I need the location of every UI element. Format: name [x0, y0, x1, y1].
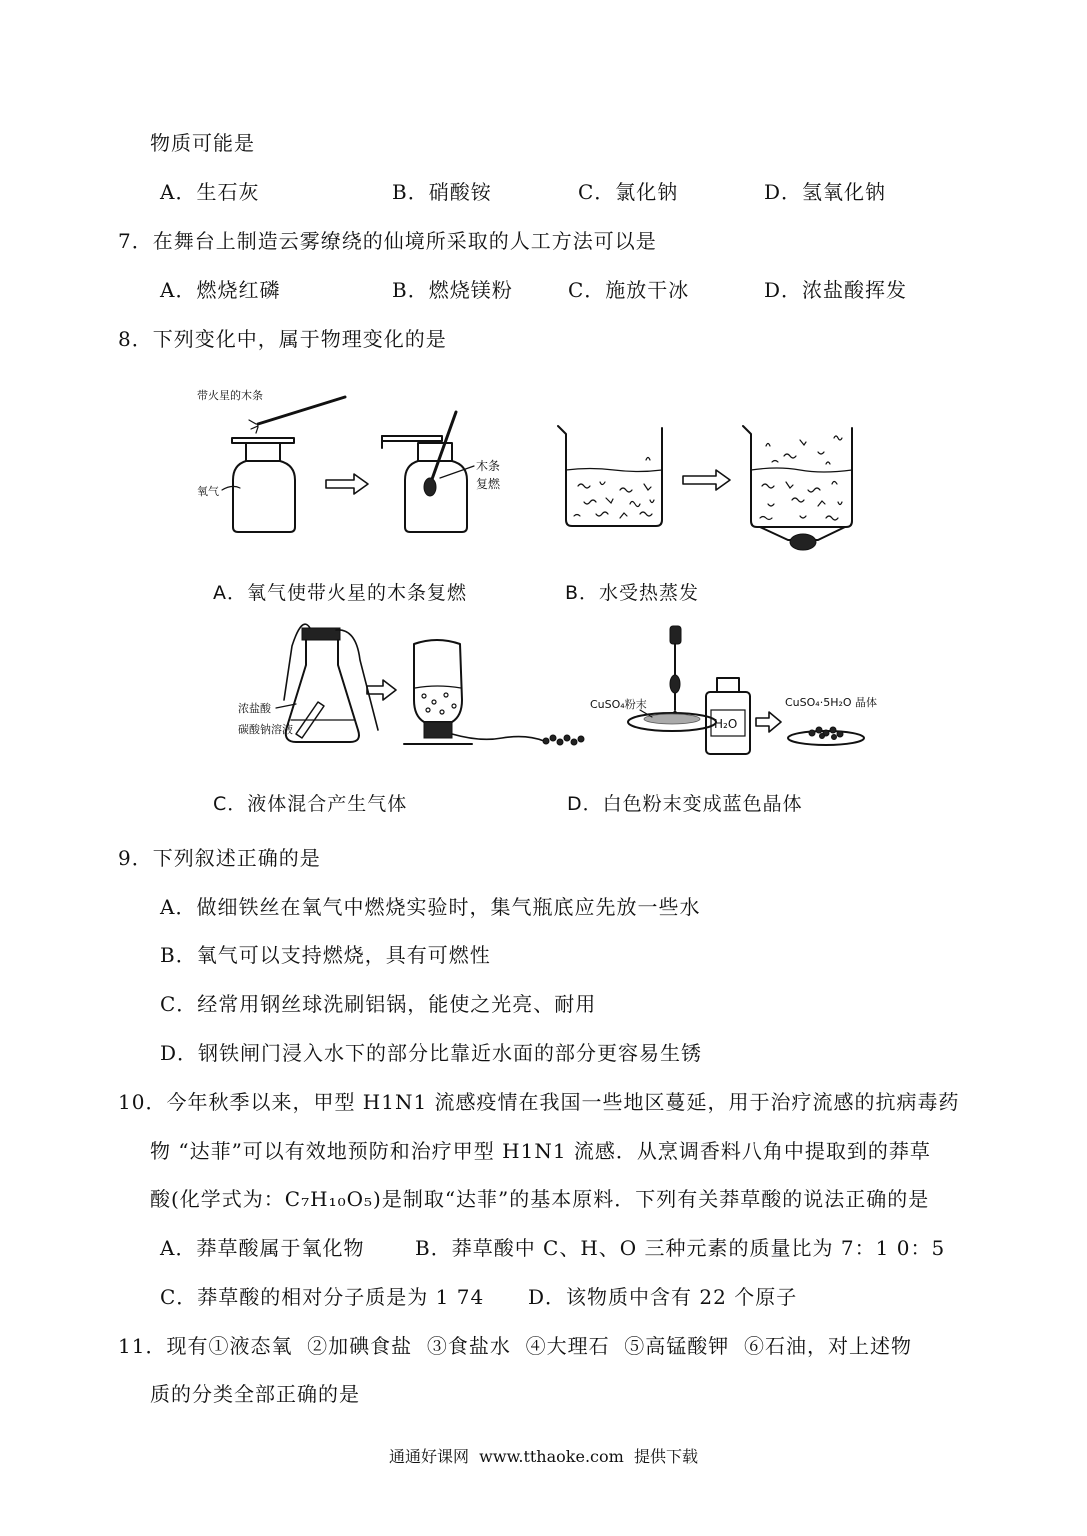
chip: [571, 739, 577, 745]
bubble: [452, 704, 456, 708]
bottle-2-lid-displaced: [382, 436, 442, 441]
vessel-bottom-stopper: [424, 722, 452, 738]
vessel-liquid-line: [415, 686, 461, 688]
chip: [564, 735, 570, 741]
particle: [832, 482, 837, 485]
q10-stem-line-2: 物 “达菲”可以有效地预防和治疗甲型 H1N1 流感．从烹调香料八角中提取到的莽草: [150, 1139, 931, 1163]
q6-option-c: C．氯化钠: [578, 180, 679, 204]
q6-option-d: D．氢氧化钠: [764, 180, 887, 204]
particle: [646, 458, 650, 461]
q10-stem-line-3: 酸(化学式为：C₇H₁₀O₅)是制取“达菲”的基本原料．下列有关莽草酸的说法正确的是: [150, 1187, 930, 1211]
particle: [620, 488, 632, 492]
q9-option-d: D．钢铁闸门浸入水下的部分比靠近水面的部分更容易生锈: [160, 1041, 703, 1065]
q8-stem: 8．下列变化中，属于物理变化的是: [118, 327, 447, 351]
gas-delivery-tube: [452, 734, 544, 741]
crystal-label: CuSO₄·5H₂O 晶体: [785, 696, 878, 709]
crystal: [820, 734, 825, 739]
particle: [808, 488, 820, 492]
particle: [584, 500, 596, 504]
particle: [768, 504, 774, 506]
particle: [760, 517, 772, 520]
beaker-2-water-line: [751, 468, 852, 472]
particle: [772, 461, 778, 463]
water-label: H₂O: [714, 717, 738, 731]
q9-stem: 9．下列叙述正确的是: [118, 846, 321, 870]
blue-crystals: [809, 727, 843, 740]
crystal: [830, 727, 836, 733]
particle: [826, 462, 830, 464]
page-footer: 通通好课网 www.tthaoke.com 提供下载: [389, 1447, 698, 1466]
q10-option-a: A．莽草酸属于氧化物: [160, 1236, 365, 1260]
q6-option-a: A．生石灰: [160, 180, 260, 204]
beaker-1-water-line: [566, 469, 662, 472]
q8-figures-row-1: [0, 375, 1087, 555]
result-leader-line: [440, 466, 474, 478]
q6-stem-continued: 物质可能是: [150, 131, 255, 155]
glowing-splint: [258, 397, 345, 424]
splint-flame-icon: [424, 478, 436, 496]
particle: [606, 498, 613, 503]
result-label-line-2: 复燃: [476, 477, 501, 491]
q7-option-c: C．施放干冰: [568, 278, 690, 302]
particle: [762, 484, 774, 488]
particle: [786, 482, 793, 488]
particle: [800, 440, 806, 445]
particle: [834, 436, 842, 440]
figure-a-oxygen-relights-splint: [197, 388, 501, 532]
particle: [578, 484, 590, 488]
crystal: [832, 735, 837, 740]
particle: [620, 513, 627, 518]
particle: [596, 512, 608, 516]
particle: [784, 454, 796, 458]
powder-label: CuSO₄粉末: [590, 698, 647, 711]
splint-label: 带火星的木条: [197, 389, 263, 402]
particle: [600, 482, 605, 485]
q10-stem-line-1: 10．今年秋季以来，甲型 H1N1 流感疫情在我国一些地区蔓延，用于治疗流感的抗病毒药: [118, 1090, 960, 1114]
particle: [800, 516, 806, 518]
figure-d-powder-turns-crystal: [590, 626, 877, 754]
q10-option-b: B．莽草酸中 C、H、O 三种元素的质量比为 7：1 0：5: [415, 1236, 946, 1260]
q6-option-b: B．硝酸铵: [392, 180, 492, 204]
water-bottle-neck: [717, 678, 739, 692]
bubble: [426, 708, 430, 712]
q9-option-a: A．做细铁丝在氧气中燃烧实验时，集气瓶底应先放一些水: [160, 895, 701, 919]
chip: [578, 736, 584, 742]
bottle-2-neck: [418, 443, 452, 461]
beaker-2-vapor-bubbles: [766, 436, 842, 464]
reaction-vessel: [414, 640, 462, 722]
particle: [644, 484, 651, 490]
erlenmeyer-flask: [286, 640, 359, 742]
particle: [650, 500, 654, 503]
bubble: [432, 700, 436, 704]
arrow-b-icon: [683, 470, 730, 490]
q7-stem: 7．在舞台上制造云雾缭绕的仙境所采取的人工方法可以是: [118, 229, 657, 253]
figure-a-caption: A．氧气使带火星的木条复燃: [213, 582, 467, 604]
arrow-a-icon: [326, 474, 368, 494]
particle: [574, 515, 580, 517]
bubble: [440, 710, 444, 714]
q8-figures-row-2: [0, 615, 1087, 770]
burner-flame-icon: [790, 534, 816, 550]
bubble: [422, 694, 426, 698]
q7-option-d: D．浓盐酸挥发: [764, 278, 908, 302]
vessel-bubbles: [422, 693, 456, 714]
oxygen-leader-line: [222, 486, 240, 490]
figure-c-caption: C．液体混合产生气体: [213, 793, 408, 815]
chip: [557, 739, 563, 745]
dropper-bulb: [670, 626, 681, 644]
q7-option-b: B．燃烧镁粉: [392, 278, 513, 302]
particle: [766, 444, 770, 447]
beaker-2-particles: [760, 482, 842, 521]
marble-chips: [543, 735, 584, 745]
figure-b-water-evaporation: [558, 426, 852, 550]
bottle-1-body: [233, 461, 295, 532]
q9-option-c: C．经常用钢丝球洗刷铝锅，能使之光亮、耐用: [160, 992, 597, 1016]
bubble: [444, 693, 448, 697]
figure-c-liquids-produce-gas: [238, 624, 584, 745]
q10-option-c: C．莽草酸的相对分子质是为 1 74: [160, 1285, 485, 1309]
figure-d-caption: D．白色粉末变成蓝色晶体: [567, 793, 803, 815]
bottle-1-neck: [246, 443, 280, 461]
white-powder: [644, 714, 700, 724]
q7-option-a: A．燃烧红磷: [160, 278, 281, 302]
result-label-line-1: 木条: [476, 459, 501, 473]
splint-glow-marks: [249, 420, 258, 433]
particle: [826, 516, 838, 520]
crystal: [816, 727, 822, 733]
particle: [818, 501, 825, 506]
dropper-swell: [670, 675, 680, 693]
beaker-1: [558, 426, 662, 526]
particle: [630, 502, 640, 507]
q11-stem-line-2: 质的分类全部正确的是: [150, 1382, 360, 1406]
arrow-d-icon: [756, 712, 781, 732]
beaker-2: [743, 426, 852, 527]
particle: [818, 452, 824, 454]
chip: [543, 738, 549, 744]
chip: [550, 735, 556, 741]
particle: [640, 512, 652, 516]
acid-label: 浓盐酸: [238, 702, 271, 715]
crystal: [809, 730, 815, 736]
oxygen-label: 氧气: [197, 485, 219, 498]
beaker-1-particles: [574, 458, 654, 519]
q11-stem-line-1: 11．现有①液态氧 ②加碘食盐 ③食盐水 ④大理石 ⑤高锰酸钾 ⑥石油，对上述物: [118, 1334, 913, 1358]
particle: [792, 498, 804, 502]
q9-option-b: B．氧气可以支持燃烧，具有可燃性: [160, 943, 491, 967]
arrow-c-icon: [367, 680, 396, 700]
crystal: [837, 731, 843, 737]
q10-option-d: D．该物质中含有 22 个原子: [528, 1285, 798, 1309]
particle: [838, 502, 842, 505]
flask-stopper: [302, 628, 340, 640]
solution-label: 碳酸钠溶液: [238, 723, 293, 736]
figure-b-caption: B．水受热蒸发: [565, 582, 700, 604]
